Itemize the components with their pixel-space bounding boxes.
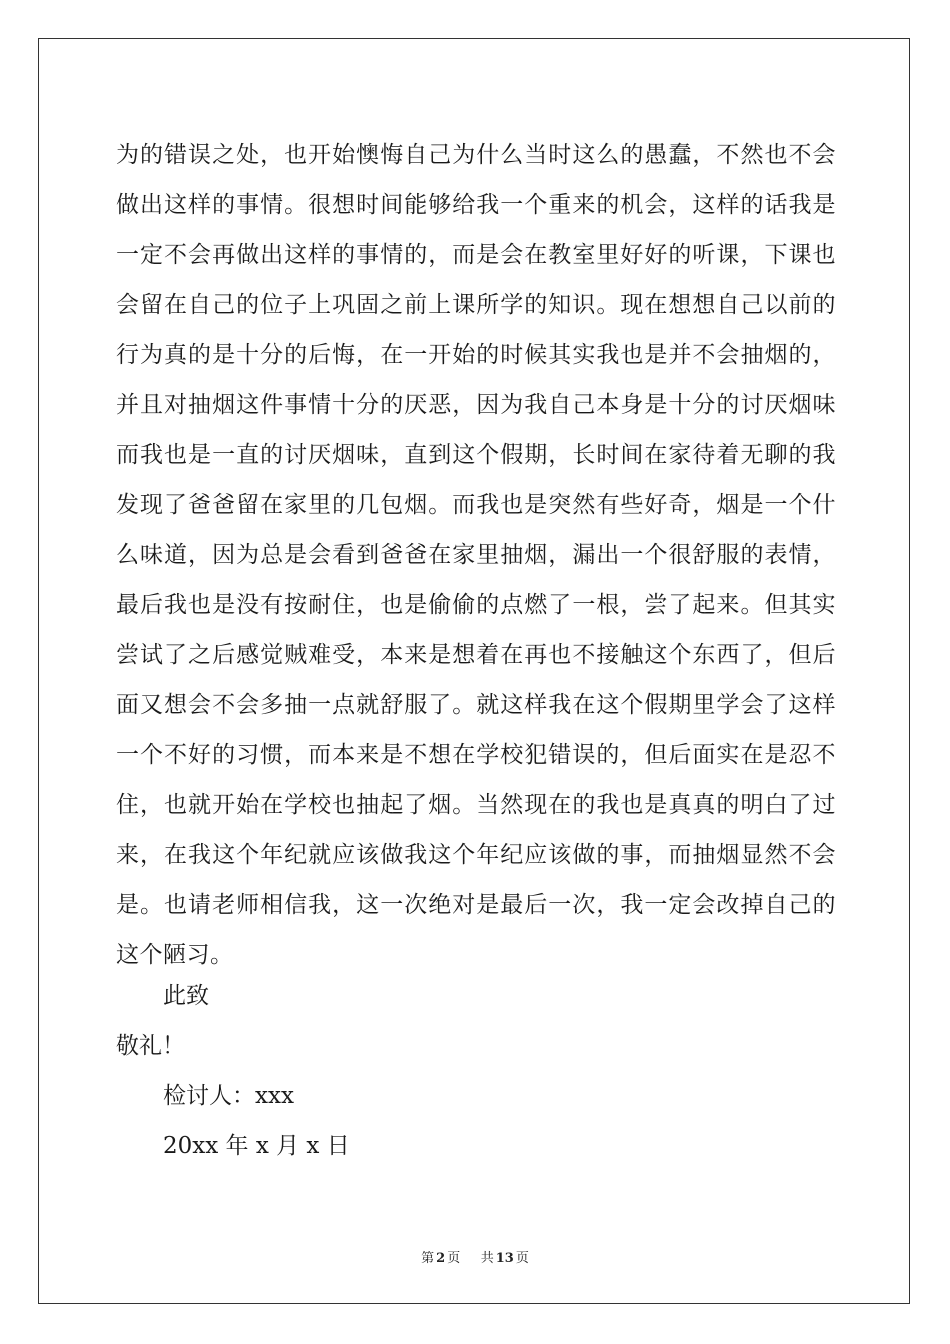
body-line: 而我也是一直的讨厌烟味，直到这个假期，长时间在家待着无聊的我 — [116, 442, 836, 468]
body-line: 么味道，因为总是会看到爸爸在家里抽烟，漏出一个很舒服的表情， — [116, 542, 836, 568]
body-line: 住，也就开始在学校也抽起了烟。当然现在的我也是真真的明白了过 — [116, 792, 836, 818]
page-footer — [0, 1247, 950, 1266]
body-line: 做出这样的事情。很想时间能够给我一个重来的机会，这样的话我是 — [116, 192, 836, 218]
body-line: 尝试了之后感觉贼难受，本来是想着在再也不接触这个东西了，但后 — [116, 642, 836, 668]
salutation: 此致 — [163, 983, 209, 1009]
signer: 检讨人：xxx — [163, 1083, 294, 1109]
date: 20xx 年 x 月 x 日 — [163, 1133, 350, 1159]
total-prefix: 共 — [480, 1251, 494, 1266]
total-suffix: 页 — [515, 1251, 529, 1266]
body-line: 这个陋习。 — [116, 942, 234, 968]
body-line: 一定不会再做出这样的事情的，而是会在教室里好好的听课，下课也 — [116, 242, 836, 268]
body-line: 为的错误之处，也开始懊悔自己为什么当时这么的愚蠢，不然也不会 — [116, 142, 836, 168]
body-line: 并且对抽烟这件事情十分的厌恶，因为我自己本身是十分的讨厌烟味 — [116, 392, 836, 418]
body-line: 发现了爸爸留在家里的几包烟。而我也是突然有些好奇，烟是一个什 — [116, 492, 836, 518]
total-pages: 13 — [495, 1251, 514, 1266]
regards: 敬礼！ — [116, 1033, 185, 1059]
body-line: 会留在自己的位子上巩固之前上课所学的知识。现在想想自己以前的 — [116, 292, 836, 318]
page-number: 2 — [436, 1251, 446, 1266]
letter-body — [116, 130, 836, 980]
body-line: 最后我也是没有按耐住，也是偷偷的点燃了一根，尝了起来。但其实 — [116, 592, 836, 618]
body-line: 行为真的是十分的后悔，在一开始的时候其实我也是并不会抽烟的， — [116, 342, 836, 368]
page-prefix: 第 — [421, 1251, 435, 1266]
body-line: 一个不好的习惯，而本来是不想在学校犯错误的，但后面实在是忍不 — [116, 742, 836, 768]
body-line: 面又想会不会多抽一点就舒服了。就这样我在这个假期里学会了这样 — [116, 692, 836, 718]
body-line: 是。也请老师相信我，这一次绝对是最后一次，我一定会改掉自己的 — [116, 892, 836, 918]
page-suffix: 页 — [447, 1251, 461, 1266]
body-line: 来，在我这个年纪就应该做我这个年纪应该做的事，而抽烟显然不会 — [116, 842, 836, 868]
